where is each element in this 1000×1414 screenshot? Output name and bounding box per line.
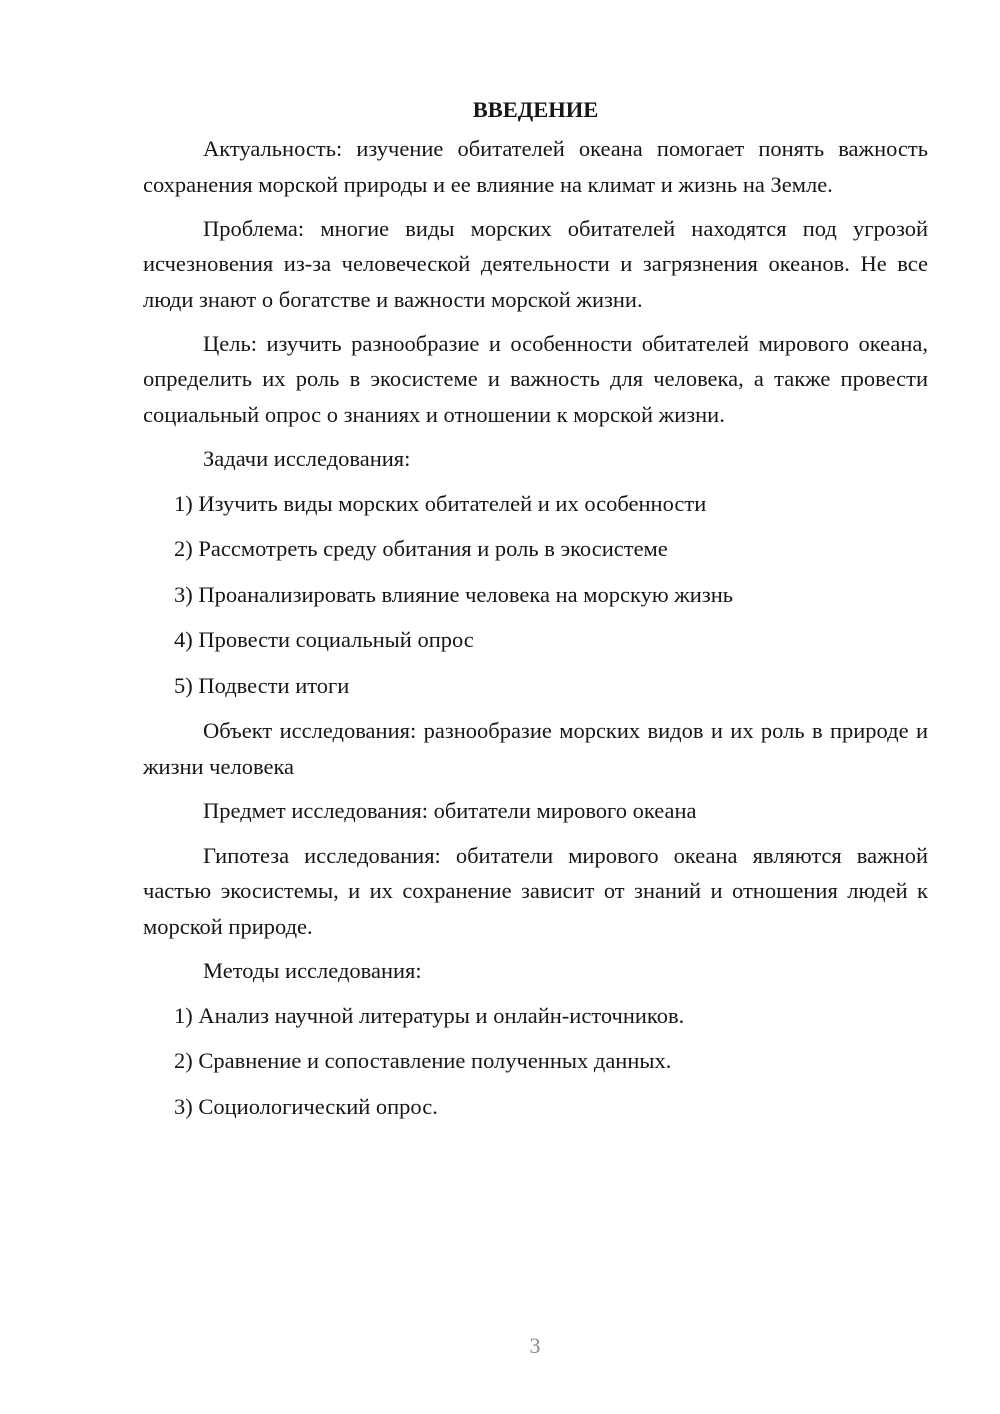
task-item: 1) Изучить виды морских обитателей и их особенности: [174, 490, 707, 516]
goal-paragraph: Цель: изучить разнообразие и особенности обитателей мирового океана, определить их роль в экосистеме и важность для человека, а также провести социальный опрос о знаниях и отношении к морской жизни.: [143, 330, 928, 427]
methods-list: [143, 998, 928, 1125]
task-item: 3) Проанализировать влияние человека на морскую жизнь: [174, 581, 734, 607]
section-title: ВВЕДЕНИЕ: [472, 97, 599, 122]
tasks-list: [143, 486, 928, 704]
tasks-heading: Задачи исследования:: [203, 445, 411, 471]
hypothesis-paragraph: Гипотеза исследования: обитатели мирового океана являются важной частью экосистемы, и их сохранение зависит от знаний и отношения людей к морской природе.: [143, 842, 928, 939]
document-body: [143, 97, 928, 1134]
method-item: 2) Сравнение и сопоставление полученных данных.: [174, 1048, 672, 1073]
methods-heading: Методы исследования:: [203, 957, 422, 983]
page-number: 3: [529, 1333, 541, 1358]
relevance-paragraph: Актуальность: изучение обитателей океана помогает понять важность сохранения морской природы и ее влияние на климат и жизнь на Земле.: [143, 136, 928, 197]
subject-paragraph: Предмет исследования: обитатели мирового океана: [203, 797, 697, 823]
task-item: 2) Рассмотреть среду обитания и роль в экосистеме: [174, 536, 668, 561]
problem-paragraph: Проблема: многие виды морских обитателей находятся под угрозой исчезновения из-за человеческой деятельности и загрязнения океанов. Не все люди знают о богатстве и важности морской жизни.: [143, 215, 928, 312]
method-item: 1) Анализ научной литературы и онлайн-источников.: [174, 1002, 685, 1028]
task-item: 4) Провести социальный опрос: [174, 627, 474, 652]
method-item: 3) Социологический опрос.: [174, 1093, 438, 1119]
task-item: 5) Подвести итоги: [174, 672, 350, 698]
object-paragraph: Объект исследования: разнообразие морских видов и их роль в природе и жизни человека: [143, 718, 928, 779]
